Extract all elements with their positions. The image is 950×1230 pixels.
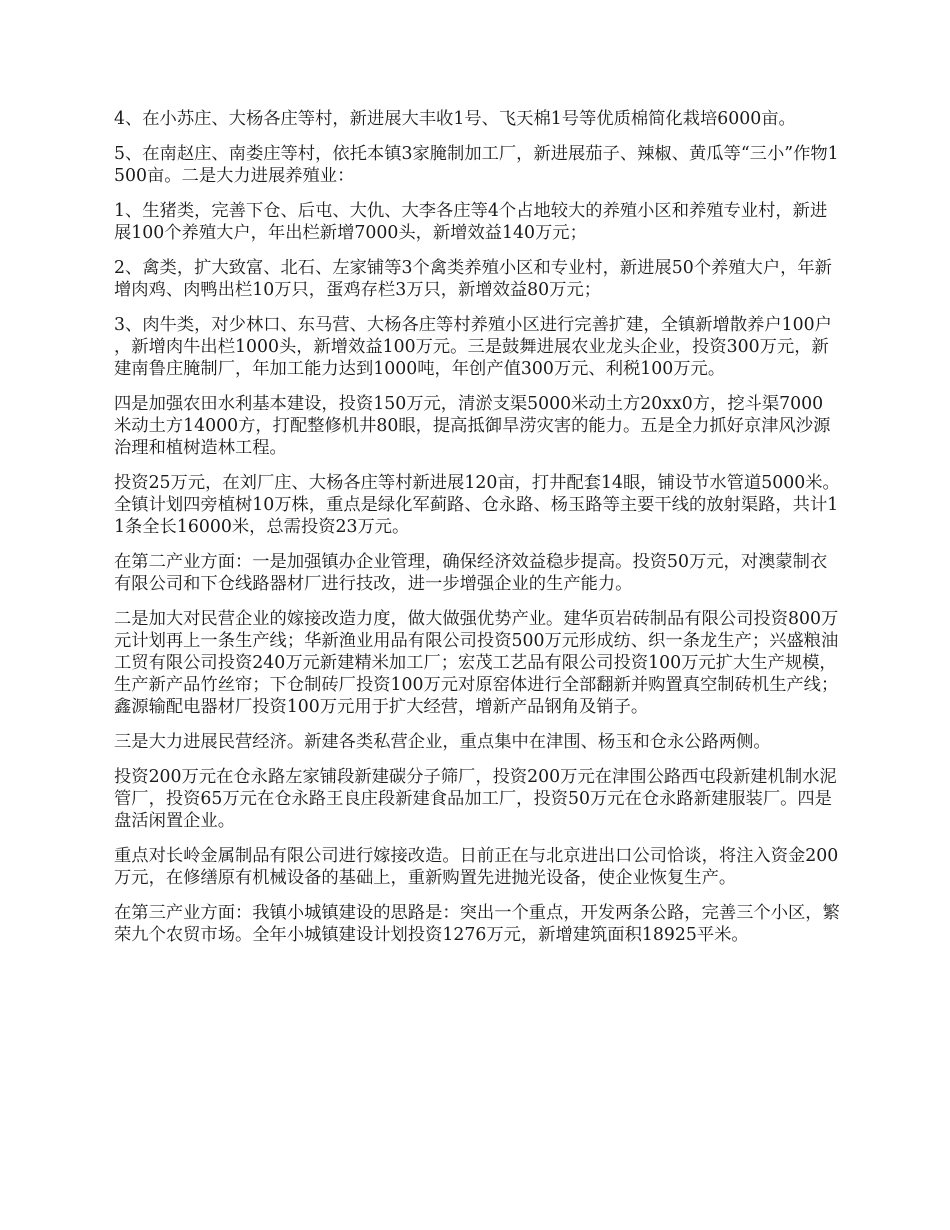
paragraph-12: 重点对长岭金属制品有限公司进行嫁接改造。日前正在与北京进出口公司恰谈，将注入资金200万元，在修缮原有机械设备的基础上，重新购置先进抛光设备，使企业恢复生产。 (114, 846, 839, 888)
document-body (114, 108, 840, 959)
paragraph-6: 四是加强农田水利基本建设，投资150万元，清淤支渠5000米动土方20xx0方，挖斗渠7000米动土方14000方，打配整修机井80眼，提高抵御旱涝灾害的能力。五是全力抓好京津风沙源治理和植树造林工程。 (114, 394, 831, 458)
paragraph-5: 3、肉牛类，对少林口、东马营、大杨各庄等村养殖小区进行完善扩建，全镇新增散养户100户，新增肉牛出栏1000头，新增效益100万元。三是鼓舞进展农业龙头企业，投资300万元，新建南鲁庄腌制厂，年加工能力达到1000吨，年创产值300万元、利税100万元。 (114, 315, 832, 379)
paragraph-13: 在第三产业方面：我镇小城镇建设的思路是：突出一个重点，开发两条公路，完善三个小区，繁荣九个农贸市场。全年小城镇建设计划投资1276万元，新增建筑面积18925平米。 (114, 903, 840, 945)
paragraph-3: 1、生猪类，完善下仓、后屯、大仇、大李各庄等4个占地较大的养殖小区和养殖专业村，新进展100个养殖大户，年出栏新增7000头，新增效益140万元； (114, 201, 828, 243)
paragraph-8: 在第二产业方面：一是加强镇办企业管理，确保经济效益稳步提高。投资50万元，对澳蒙制衣有限公司和下仓线路器材厂进行技改，进一步增强企业的生产能力。 (114, 552, 828, 594)
paragraph-10: 三是大力进展民营经济。新建各类私营企业，重点集中在津围、杨玉和仓永公路两侧。 (114, 732, 771, 752)
paragraph-1: 4、在小苏庄、大杨各庄等村，新进展大丰收1号、飞天棉1号等优质棉简化栽培6000亩。 (114, 109, 796, 129)
paragraph-9: 二是加大对民营企业的嫁接改造力度，做大做强优势产业。建华页岩砖制品有限公司投资800万元计划再上一条生产线；华新渔业用品有限公司投资500万元形成纺、织一条龙生产；兴盛粮油工贸有限公司投资240万元新建精米加工厂；宏茂工艺品有限公司投资100万元扩大生产规模，生产新产品竹丝帘；下仓制砖厂投资100万元对原窑体进行全部翻新并购置真空制砖机生产线；鑫源输配电器材厂投资100万元用于扩大经营，增新产品钢角及销子。 (114, 609, 839, 717)
paragraph-4: 2、禽类，扩大致富、北石、左家铺等3个禽类养殖小区和专业村，新进展50个养殖大户，年新增肉鸡、肉鸭出栏10万只，蛋鸡存栏3万只，新增效益80万元； (114, 258, 832, 300)
paragraph-11: 投资200万元在仓永路左家铺段新建碳分子筛厂，投资200万元在津围公路西屯段新建机制水泥管厂，投资65万元在仓永路王良庄段新建食品加工厂，投资50万元在仓永路新建服装厂。四是盘活闲置企业。 (114, 767, 837, 831)
paragraph-2: 5、在南赵庄、南娄庄等村，依托本镇3家腌制加工厂，新进展茄子、辣椒、黄瓜等“三小”作物1500亩。二是大力进展养殖业： (114, 144, 839, 186)
paragraph-7: 投资25万元，在刘厂庄、大杨各庄等村新进展120亩，打井配套14眼，铺设节水管道5000米。全镇计划四旁植树10万株，重点是绿化军蓟路、仓永路、杨玉路等主要干线的放射渠路，共计11条全长16000米，总需投资23万元。 (114, 473, 840, 537)
